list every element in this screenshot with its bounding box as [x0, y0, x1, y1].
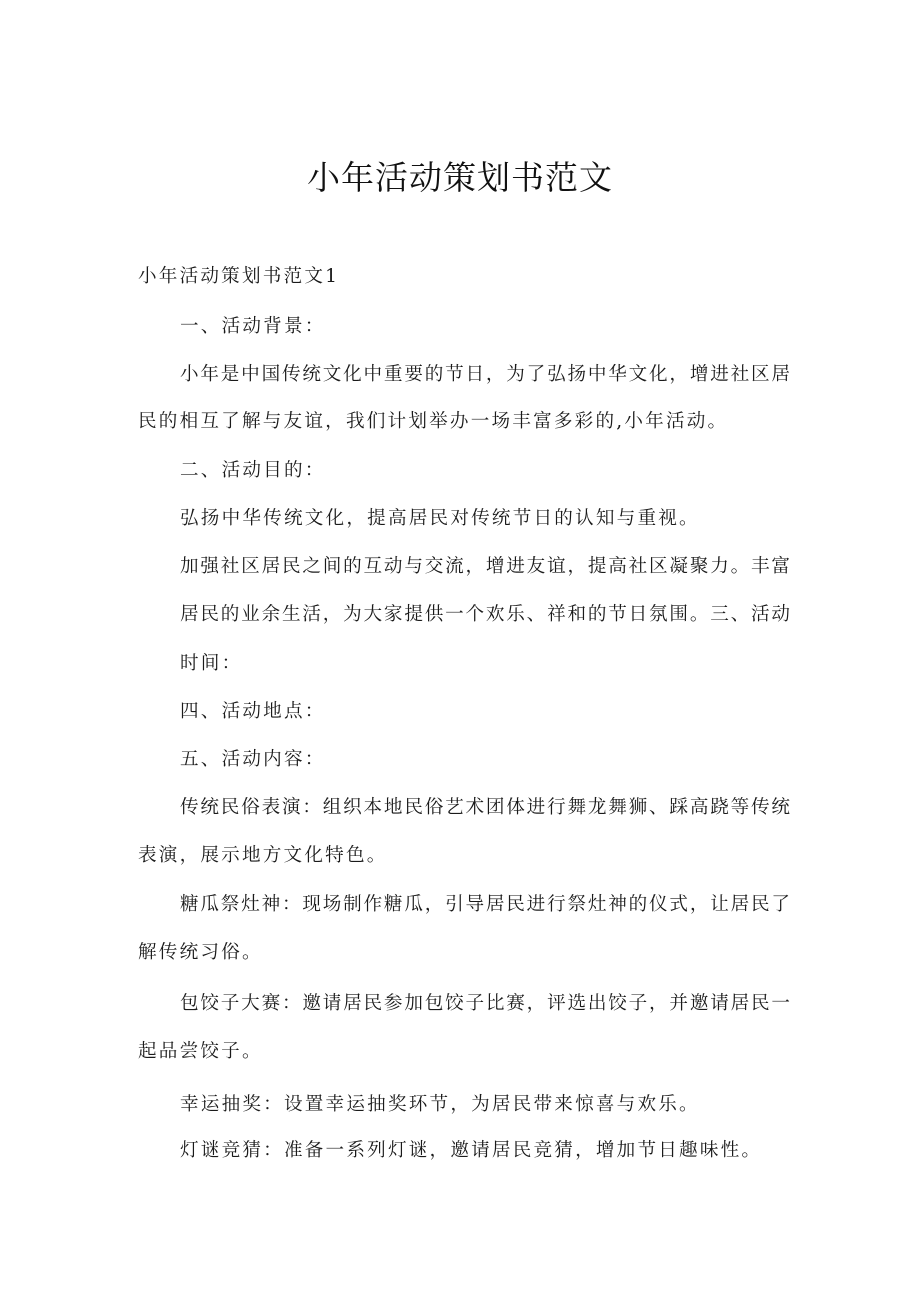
document-title: 小年活动策划书范文 — [307, 158, 613, 197]
paragraph-line: 民的相互了解与友谊，我们计划举办一场丰富多彩的,小年活动。 — [138, 411, 729, 432]
paragraph-line: 包饺子大赛：邀请居民参加包饺子比赛，评选出饺子，并邀请居民一 — [180, 993, 790, 1014]
paragraph-line: 时间： — [180, 653, 243, 674]
paragraph-line: 加强社区居民之间的互动与交流，增进友谊，提高社区凝聚力。丰富 — [180, 556, 790, 577]
paragraph-line: 解传统习俗。 — [138, 942, 263, 963]
paragraph-line: 居民的业余生活，为大家提供一个欢乐、祥和的节日氛围。三、活动 — [180, 604, 790, 625]
paragraph-line: 传统民俗表演：组织本地民俗艺术团体进行舞龙舞狮、踩高跷等传统 — [180, 797, 790, 818]
paragraph-line: 四、活动地点： — [180, 701, 326, 722]
paragraph-line: 小年是中国传统文化中重要的节日，为了弘扬中华文化，增进社区居 — [180, 364, 790, 385]
paragraph-line: 幸运抽奖：设置幸运抽奖环节，为居民带来惊喜与欢乐。 — [180, 1094, 700, 1115]
paragraph-line: 五、活动内容： — [180, 749, 326, 770]
paragraph-line: 弘扬中华传统文化，提高居民对传统节日的认知与重视。 — [180, 508, 700, 529]
paragraph-line: 一、活动背景： — [180, 316, 326, 337]
paragraph-line: 糖瓜祭灶神：现场制作糖瓜，引导居民进行祭灶神的仪式，让居民了 — [180, 894, 790, 915]
paragraph-line: 起品尝饺子。 — [138, 1041, 263, 1062]
paragraph-line: 表演，展示地方文化特色。 — [138, 845, 388, 866]
section-heading: 小年活动策划书范文1 — [138, 266, 340, 287]
paragraph-line: 二、活动目的： — [180, 460, 326, 481]
paragraph-line: 灯谜竞猜：准备一系列灯谜，邀请居民竞猜，增加节日趣味性。 — [180, 1140, 763, 1161]
